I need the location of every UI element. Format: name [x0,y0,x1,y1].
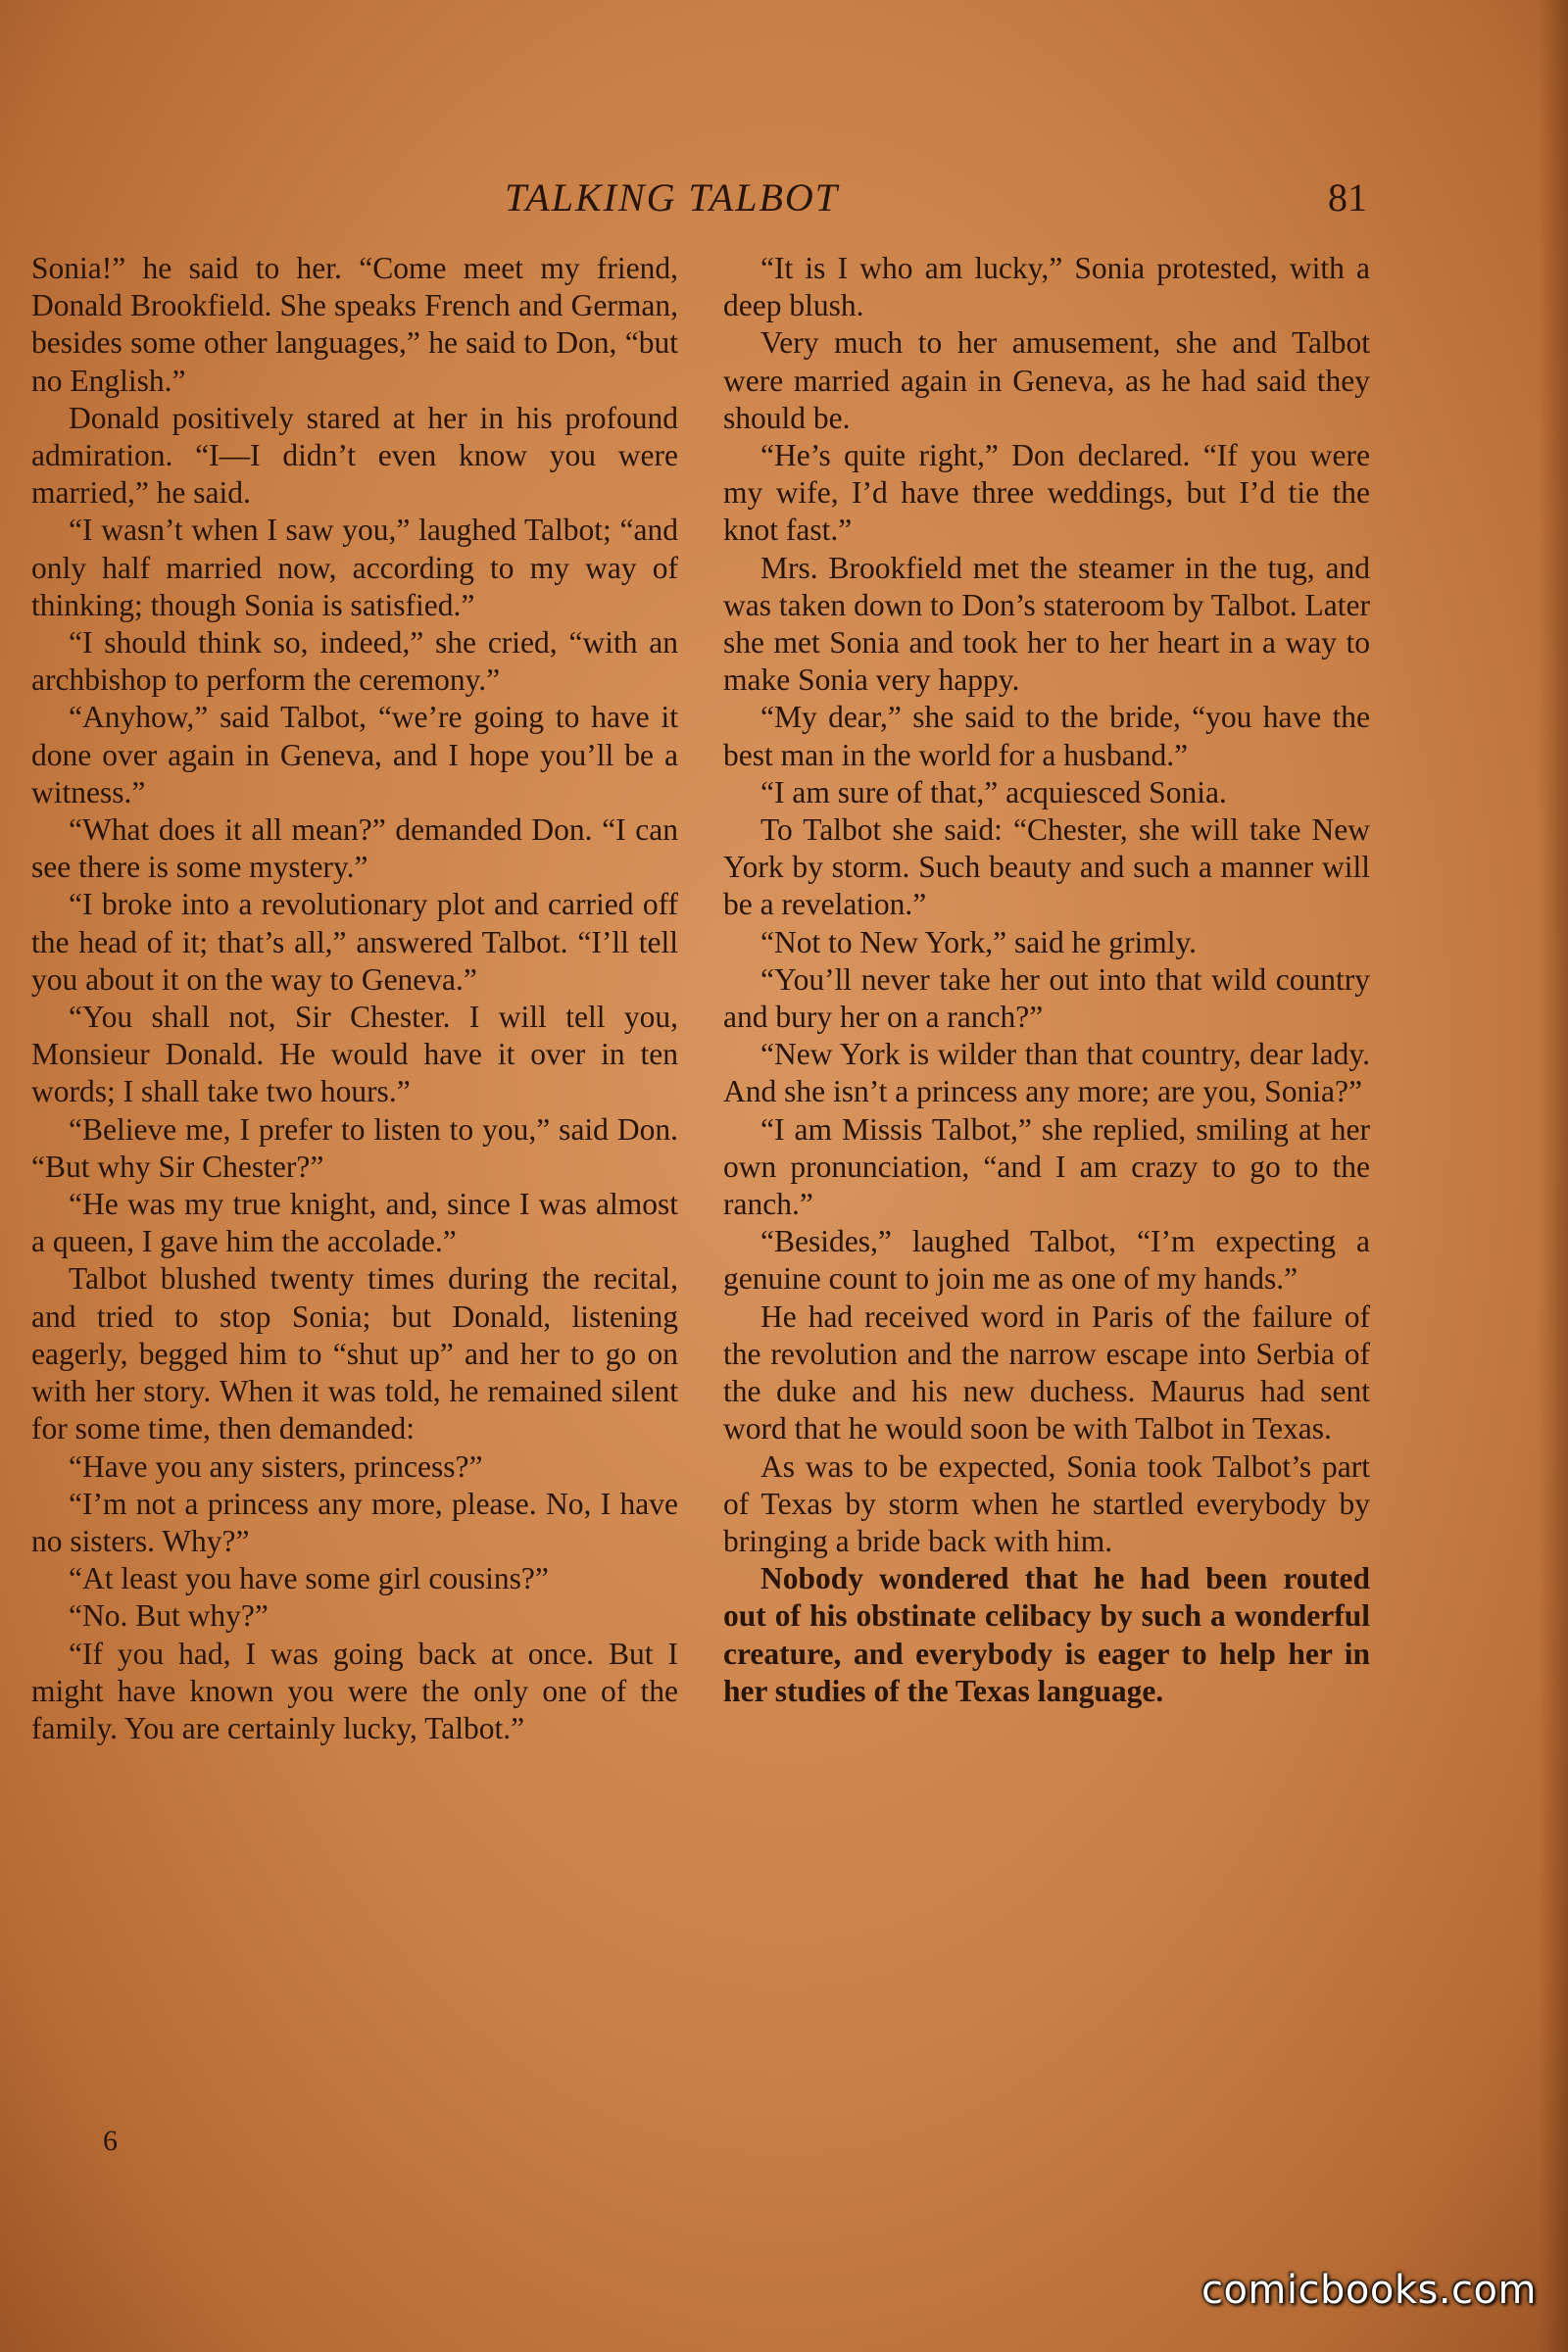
paragraph: “No. But why?” [69,1598,269,1634]
paragraph: To Talbot she said: “Chester, she will take New York by storm. Such beauty and such a manner will be a revelation.” [723,812,1370,922]
paragraph: “At least you have some girl cousins?” [69,1561,549,1596]
page-edge-shadow [1539,0,1568,2352]
running-title: TALKING TALBOT [505,175,840,220]
paragraph: “I am sure of that,” acquiesced Sonia. [760,774,1227,809]
paragraph: He had received word in Paris of the failure of the revolution and the narrow escape into Serbia of the duke and his new duchess. Maurus had sent word that he would soon be with Talbot in Texas. [723,1298,1370,1446]
paragraph: “He’s quite right,” Don declared. “If you were my wife, I’d have three weddings, but I’d tie the knot fast.” [723,438,1370,548]
signature-mark: 6 [103,2125,118,2157]
paragraph: “I broke into a revolutionary plot and carried off the head of it; that’s all,” answered Talbot. “I’ll tell you about it on the way to Geneva.” [31,887,678,997]
paragraph: “What does it all mean?” demanded Don. “I can see there is some mystery.” [31,812,678,885]
paragraph: As was to be expected, Sonia took Talbot’s part of Texas by storm when he startled everybody by bringing a bride back with him. [723,1448,1370,1558]
paragraph: “Have you any sisters, princess?” [69,1448,483,1484]
paragraph: “I am Missis Talbot,” she replied, smiling at her own pronunciation, “and I am crazy to go to the ranch.” [723,1111,1370,1222]
paragraph: Donald positively stared at her in his profound admiration. “I—I didn’t even know you were married,” he said. [31,400,678,511]
paragraph: Very much to her amusement, she and Talbot were married again in Geneva, as he had said they should be. [723,325,1370,435]
paragraph: “I wasn’t when I saw you,” laughed Talbot; “and only half married now, according to my way of thinking; though Sonia is satisfied.” [31,513,678,622]
paragraph: “You’ll never take her out into that wild country and bury her on a ranch?” [723,961,1370,1035]
paragraph: “Besides,” laughed Talbot, “I’m expecting a genuine count to join me as one of my hands.” [723,1224,1370,1297]
running-header [505,174,1367,233]
paragraph: “You shall not, Sir Chester. I will tell you, Monsieur Donald. He would have it over in ten words; I shall take two hours.” [31,1000,678,1109]
paragraph: “Anyhow,” said Talbot, “we’re going to have it done over again in Geneva, and I hope you’ll be a witness.” [31,700,678,809]
page-number: 81 [1328,175,1367,220]
paragraph: “Not to New York,” said he grimly. [760,924,1198,959]
paragraph: “My dear,” she said to the bride, “you have the best man in the world for a husband.” [723,700,1370,772]
watermark: comicbooks.com [1200,2268,1537,2313]
paragraph: “I’m not a princess any more, please. No, I have no sisters. Why?” [31,1486,678,1558]
paragraph: “It is I who am lucky,” Sonia protested, with a deep blush. [723,251,1370,323]
right-column [723,250,1370,1710]
paragraph: “Believe me, I prefer to listen to you,” said Don. “But why Sir Chester?” [31,1111,678,1184]
paragraph: Sonia!” he said to her. “Come meet my friend, Donald Brookfield. She speaks French and German, besides some other languages,” he said to Don, “but no English.” [31,251,678,398]
paragraph: “He was my true knight, and, since I was almost a queen, I gave him the accolade.” [31,1187,678,1259]
paragraph: “If you had, I was going back at once. But I might have known you were the only one of the family. You are certainly lucky, Talbot.” [31,1636,678,1745]
paragraph: “New York is wilder than that country, dear lady. And she isn’t a princess any more; are you, Sonia?” [723,1037,1370,1109]
paragraph: Nobody wondered that he had been routed out of his obstinate celibacy by such a wonderful creature, and everybody is eager to help her in her studies of the Texas language. [723,1561,1370,1708]
paragraph: Talbot blushed twenty times during the recital, and tried to stop Sonia; but Donald, listening eagerly, begged him to “shut up” and her to go on with her story. When it was told, he remained silent for some time, then demanded: [31,1261,678,1446]
paragraph: “I should think so, indeed,” she cried, “with an archbishop to perform the ceremony.” [31,625,678,698]
paragraph: Mrs. Brookfield met the steamer in the tug, and was taken down to Don’s stateroom by Talbot. Later she met Sonia and took her to her heart in a way to make Sonia very happy. [723,550,1370,698]
left-column [31,250,678,1747]
